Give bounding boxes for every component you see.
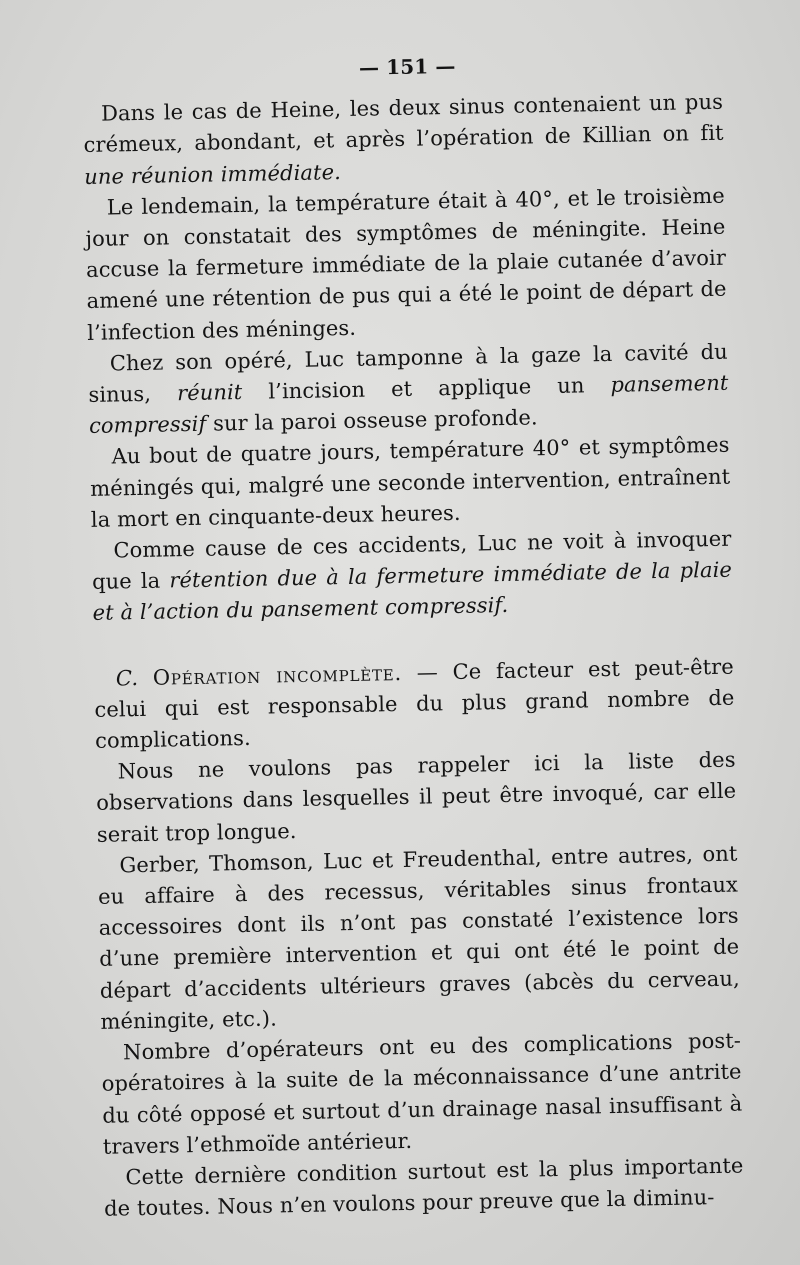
section-text: — Ce facteur est peut-être celui qui est responsable du plus grand nombre de complications.	[94, 654, 735, 753]
paragraph-text: sur la paroi osseuse profonde.	[206, 405, 538, 436]
paragraph-recessus: Gerber, Thomson, Luc et Freudenthal, entre autres, ont eu affaire à des recessus, véritables sinus frontaux accessoires dont ils n’ont pas constaté l’existence lors d’une première intervention et qui ont été le point de départ d’accidents ultérieurs graves (abcès du cerveau, méningite, etc.).	[97, 841, 741, 1034]
paragraph-luc-operation	[88, 336, 730, 442]
section-title: Opération incomplète.	[152, 660, 403, 690]
paragraph-complications: Nombre d’opérateurs ont eu des complications post-opératoires à la suite de la méconnaissance d’une antrite du côté opposé et surtout d’un drainage nasal insuffisant à travers l’ethmoïde antérieur.	[101, 1028, 743, 1159]
italic-phrase: rétention due à la fermeture immédiate de la plaie et à l’action du pansement compressif.	[92, 557, 733, 626]
paragraph-text: l’incision et applique un	[242, 372, 611, 405]
paragraph-last-condition: Cette dernière condition surtout est la plus importante de toutes. Nous n’en voulons pour preuve que la diminu-	[103, 1153, 744, 1221]
italic-word: réunit	[176, 380, 243, 406]
paragraph-four-days: Au bout de quatre jours, température 40° et symptômes méningés qui, malgré une seconde intervention, entraînent la mort en cinquante-deux heures.	[90, 433, 731, 532]
paragraph-cause	[91, 524, 733, 630]
paragraph-observations: Nous ne voulons pas rappeler ici la liste des observations dans lesquelles il peut être invoqué, car elle serait trop longue.	[96, 747, 737, 847]
paragraph-text: Comme cause de ces accidents, Luc ne voit à invoquer que la	[91, 526, 732, 595]
paragraph-next-day: Le lendemain, la température était à 40°, et le troisième jour on constatait des symptômes de méningite. Heine accuse la fermeture immédiate de la plaie cutanée d’avoir amené une rétention de pus qui a été le point de départ de l’infection des méninges.	[85, 183, 727, 345]
paragraph-text: Dans le cas de Heine, les deux sinus contenaient un pus crémeux, abondant, et après l’opération de Killian on fit	[83, 89, 724, 158]
page-text-block	[82, 46, 744, 1225]
paragraph-text: Chez son opéré, Luc tamponne à la gaze la cavité du sinus,	[88, 339, 728, 407]
section-heading-paragraph	[94, 651, 736, 757]
paragraph-heine-case	[83, 87, 725, 193]
section-letter: C.	[115, 665, 139, 691]
italic-phrase: une réunion immédiate.	[84, 159, 342, 189]
page-number: — 151 —	[358, 53, 456, 80]
italic-phrase: pansement compressif	[88, 370, 729, 439]
